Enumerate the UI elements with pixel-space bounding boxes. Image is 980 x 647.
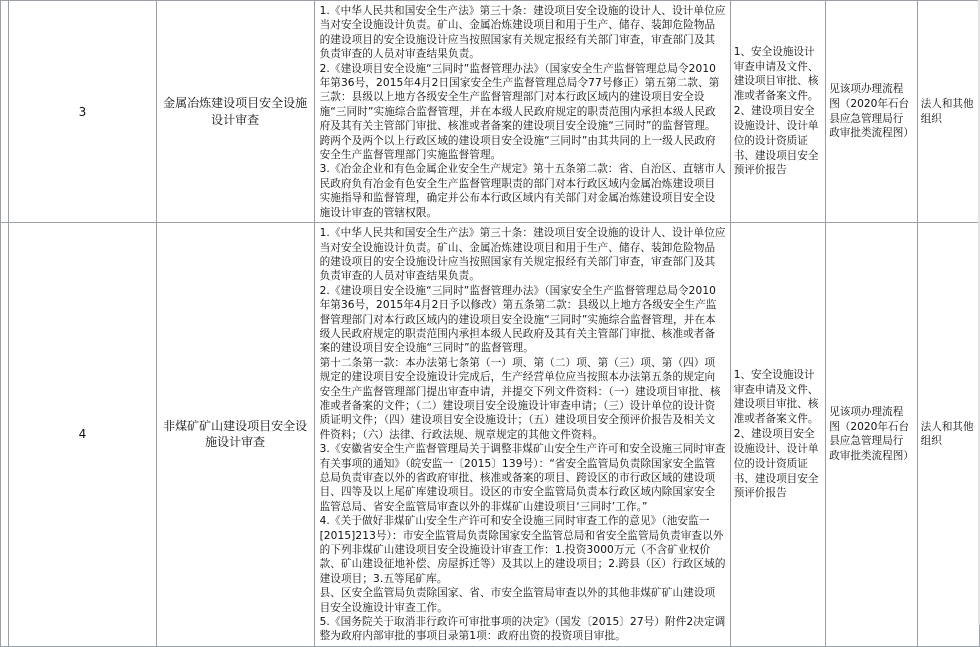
- material-item: 1、安全设施设计审查申请及文件、建设项目审批、核准或者备案文件。: [733, 45, 819, 103]
- table-row: [1, 223, 980, 647]
- applicant-subject-text: 法人和其他组织: [920, 420, 974, 448]
- item-name-cell: [156, 1, 314, 223]
- required-materials-cell: [730, 223, 825, 647]
- required-materials-text: [731, 366, 825, 503]
- legal-basis-paragraph: 3.《冶金企业和有色金属企业安全生产规定》第十五条第二款：省、自治区、直辖市人民政府负有冶金有色安全生产监督管理职责的部门对本行政区域内金属冶炼建设项目实施指导和监督管理，确定并公布本行政区域内有关部门对金属冶炼建设项目安全设施设计审查的管辖权限。: [319, 163, 726, 219]
- item-number-cell: 4: [9, 223, 157, 647]
- process-flow-cell: [826, 223, 917, 647]
- legal-basis-paragraph: 5.《国务院关于取消非行政许可审批事项的决定》（国发〔2015〕27号）附件2决定调整为政府内部审批的事项目录第1项：政府出资的投资项目审批。: [319, 616, 726, 643]
- legal-basis-cell: [314, 223, 730, 647]
- item-name-cell: [156, 223, 314, 647]
- legal-basis-paragraph: 2.《建设项目安全设施“三同时”监督管理办法》（国家安全生产监督管理总局令2010年第36号，2015年4月2日予以修改）第五条第二款：县级以上地方各级安全生产监督管理部门对本行政区域内的建设项目安全设施“三同时”实施综合监督管理，并在本级人民政府规定的职责范围内承担本级人民政府及其有关主管部门审批、核准或者备案的建设项目安全设施“三同时”的监督管理。: [319, 284, 717, 355]
- item-name: 金属冶炼建设项目安全设施设计审查: [163, 96, 308, 127]
- material-item: 2、建设项目安全设施设计、设计单位的设计资质证书、建设项目安全预评价报告: [733, 428, 819, 500]
- legal-basis-paragraph: 3.《安徽省安全生产监督管理局关于调整非煤矿山安全生产许可和安全设施三同时审查有关事项的通知》（皖安监一〔2015〕139号）：“省安全监管局负责除国家安全监管总局负责审查以外的省政府审批、核准或备案的项目、跨设区的市行政区域的建设项目、四等及以上尾矿库建设项目。设区的市安全监管局负责本行政区域内除国家安全监管总局、省安全监管局审查以外的非煤矿山建设项目‘三同时’工作。”: [319, 443, 726, 513]
- legal-basis-paragraph: 1.《中华人民共和国安全生产法》第三十条：建设项目安全设施的设计人、设计单位应当对安全设施设计负责。矿山、金属冶炼建设项目和用于生产、储存、装卸危险物品的建设项目的安全设施设计应当按照国家有关规定报经有关部门审查，审查部门及其负责审查的人员对审查结果负责。: [319, 5, 726, 61]
- applicant-subject-cell: [917, 223, 979, 647]
- legal-basis-text: [315, 1, 730, 222]
- applicant-subject-cell: [917, 1, 979, 223]
- table-row: [1, 1, 980, 223]
- applicant-subject-text: 法人和其他组织: [920, 97, 974, 125]
- legal-basis-text: [315, 223, 730, 646]
- required-materials-cell: [730, 1, 825, 223]
- legal-basis-paragraph: 县、区安全监管局负责除国家、省、市安全监管局审查以外的其他非煤矿矿山建设项目安全设施设计审查工作。: [319, 587, 716, 614]
- item-number-cell: 3: [9, 1, 157, 223]
- legal-basis-paragraph: 4.《关于做好非煤矿山安全生产许可和安全设施三同时审查工作的意见》（池安监一[2015]213号）：市安全监管局负责除国家安全监管总局和省安全监管局负责审查以外的下列非煤矿山建设项目安全设施设计审查工作：1.投资3000万元（不含矿业权价款、矿山建设征地补偿、房屋拆迁等）及其以上的建设项目；2.跨县（区）行政区域的建设项目；3.五等尾矿库。: [319, 515, 726, 585]
- material-item: 1、安全设施设计审查申请及文件、建设项目审批、核准或者备案文件。: [733, 368, 819, 426]
- item-name: 非煤矿矿山建设项目安全设施设计审查: [163, 419, 308, 450]
- row-gutter-cell: [1, 223, 9, 647]
- process-flow-text: 见该项办理流程图（2020年石台县应急管理局行政审批类流程图）: [829, 82, 914, 140]
- process-flow-cell: [826, 1, 917, 223]
- legal-basis-paragraph: 1.《中华人民共和国安全生产法》第三十条：建设项目安全设施的设计人、设计单位应当对安全设施设计负责。矿山、金属冶炼建设项目和用于生产、储存、装卸危险物品的建设项目的安全设施设计应当按照国家有关规定报经有关部门审查，审查部门及其负责审查的人员对审查结果负责。: [319, 227, 726, 283]
- legal-basis-cell: [314, 1, 730, 223]
- material-item: 2、建设项目安全设施设计、设计单位的设计资质证书、建设项目安全预评价报告: [733, 105, 819, 177]
- row-gutter-cell: [1, 1, 9, 223]
- process-flow-text: 见该项办理流程图（2020年石台县应急管理局行政审批类流程图）: [829, 405, 914, 463]
- legal-basis-paragraph: 2.《建设项目安全设施“三同时”监督管理办法》（国家安全生产监督管理总局令2010年第36号，2015年4月2日国家安全生产监督管理总局令77号修正）第五第二款、第三款：县级以上地方各级安全生产监督管理部门对本行政区域内的建设项目安全设施“三同时”实施综合监督管理，并在本级人民政府规定的职责范围内承担本级人民政府及其有关主管部门审批、核准或者备案的建设项目安全设施“三同时”的监督管理。跨两个及两个以上行政区域的建设项目安全设施“三同时”由其共同的上一级人民政府安全生产监督管理部门实施监督管理。: [319, 62, 720, 162]
- required-materials-text: [731, 43, 825, 180]
- legal-basis-paragraph: 第十二条第一款：本办法第七条第（一）项、第（二）项、第（三）项、第（四）项规定的建设项目安全设施设计完成后，生产经营单位应当按照本办法第五条的规定向安全生产监督管理部门提出审查申请，并提交下列文件资料：（一）建设项目审批、核准或者备案的文件；（二）建设项目安全设施设计审查申请；（三）设计单位的设计资质证明文件；（四）建设项目安全设施设计；（五）建设项目安全预评价报告及相关文件资料；（六）法律、行政法规、规章规定的其他文件资料。: [319, 356, 721, 441]
